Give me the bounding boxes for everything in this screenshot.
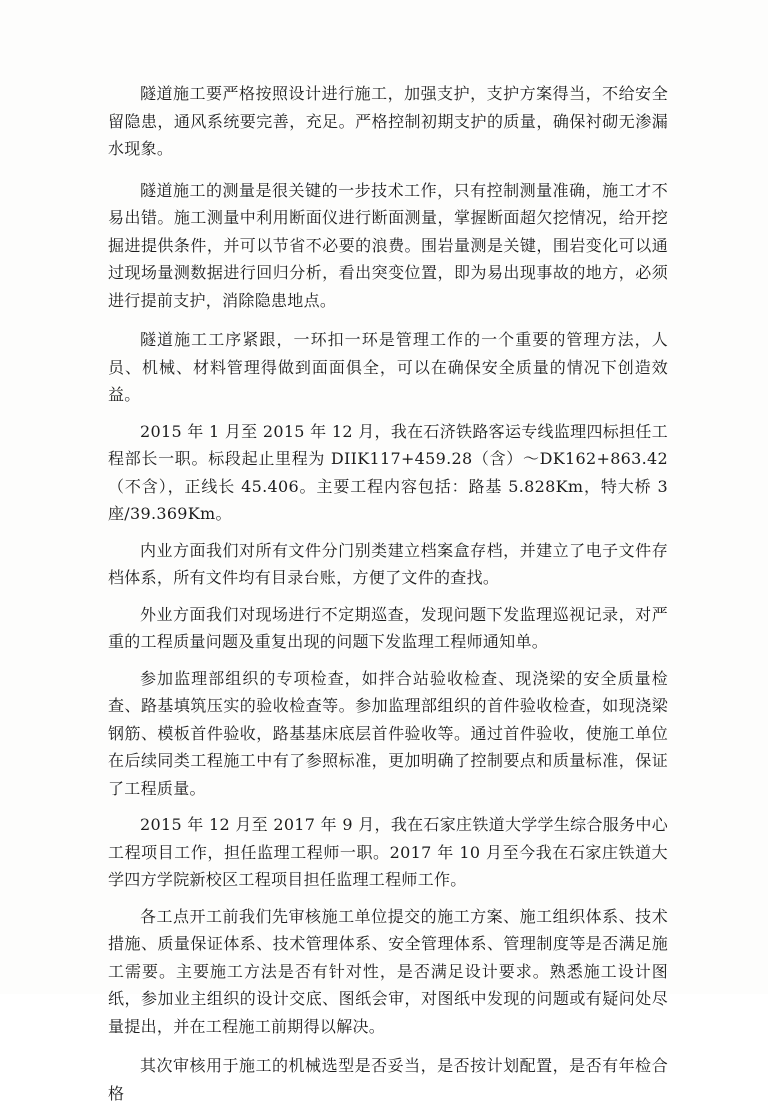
paragraph-tunnel-sequence: 隧道施工工序紧跟，一环扣一环是管理工作的一个重要的管理方法，人员、机械、材料管理得做到面面俱全，可以在确保安全质量的情况下创造效益。: [108, 330, 668, 404]
paragraph-tunnel-support: 隧道施工要严格按照设计进行施工，加强支护，支护方案得当，不给安全留隐患，通风系统要完善，充足。严格控制初期支护的质量，确保衬砌无渗漏水现象。: [108, 84, 668, 158]
paragraph-tunnel-survey: 隧道施工的测量是很关键的一步技术工作，只有控制测量准确，施工才不易出错。施工测量中利用断面仪进行断面测量，掌握断面超欠挖情况，给开挖掘进提供条件，并可以节省不必要的浪费。围岩量测是关键，围岩变化可以通过现场量测数据进行回归分析，看出突变位置，即为易出现事故的地方，必须进行提前支护，消除隐患地点。: [108, 180, 668, 310]
paragraph-field-work: 外业方面我们对现场进行不定期巡查，发现问题下发监理巡视记录，对严重的工程质量问题及重复出现的问题下发监理工程师通知单。: [108, 604, 668, 651]
paragraph-work-history-2015: 2015 年 1 月至 2015 年 12 月，我在石济铁路客运专线监理四标担任工程部长一职。标段起止里程为 DIIK117+459.28（含）～DK162+863.42（不含），正线长 45.406。主要工程内容包括：路基 5.828Km，特大桥 3 座/39.369Km。: [108, 421, 668, 523]
paragraph-internal-work: 内业方面我们对所有文件分门别类建立档案盒存档，并建立了电子文件存档体系，所有文件均有目录台账，方便了文件的查找。: [108, 540, 668, 587]
paragraph-inspections: 参加监理部组织的专项检查，如拌合站验收检查、现浇梁的安全质量检查、路基填筑压实的验收检查等。参加监理部组织的首件验收检查，如现浇梁钢筋、模板首件验收，路基基床底层首件验收等。通过首件验收，使施工单位在后续同类工程施工中有了参照标准，更加明确了控制要点和质量标准，保证了工程质量。: [108, 668, 668, 798]
paragraph-equipment-review: 其次审核用于施工的机械选型是否妥当，是否按计划配置，是否有年检合格: [108, 1056, 668, 1103]
paragraph-work-history-2017: 2015 年 12 月至 2017 年 9 月，我在石家庄铁道大学学生综合服务中心工程项目工作，担任监理工程师一职。2017 年 10 月至今我在石家庄铁道大学四方学院新校区工程项目担任监理工程师工作。: [108, 815, 668, 889]
paragraph-plan-review: 各工点开工前我们先审核施工单位提交的施工方案、施工组织体系、技术措施、质量保证体系、技术管理体系、安全管理体系、管理制度等是否满足施工需要。主要施工方法是否有针对性，是否满足设计要求。熟悉施工设计图纸，参加业主组织的设计交底、图纸会审，对图纸中发现的问题或有疑问处尽量提出，并在工程施工前期得以解决。: [108, 906, 668, 1036]
document-body: [108, 80, 668, 1119]
